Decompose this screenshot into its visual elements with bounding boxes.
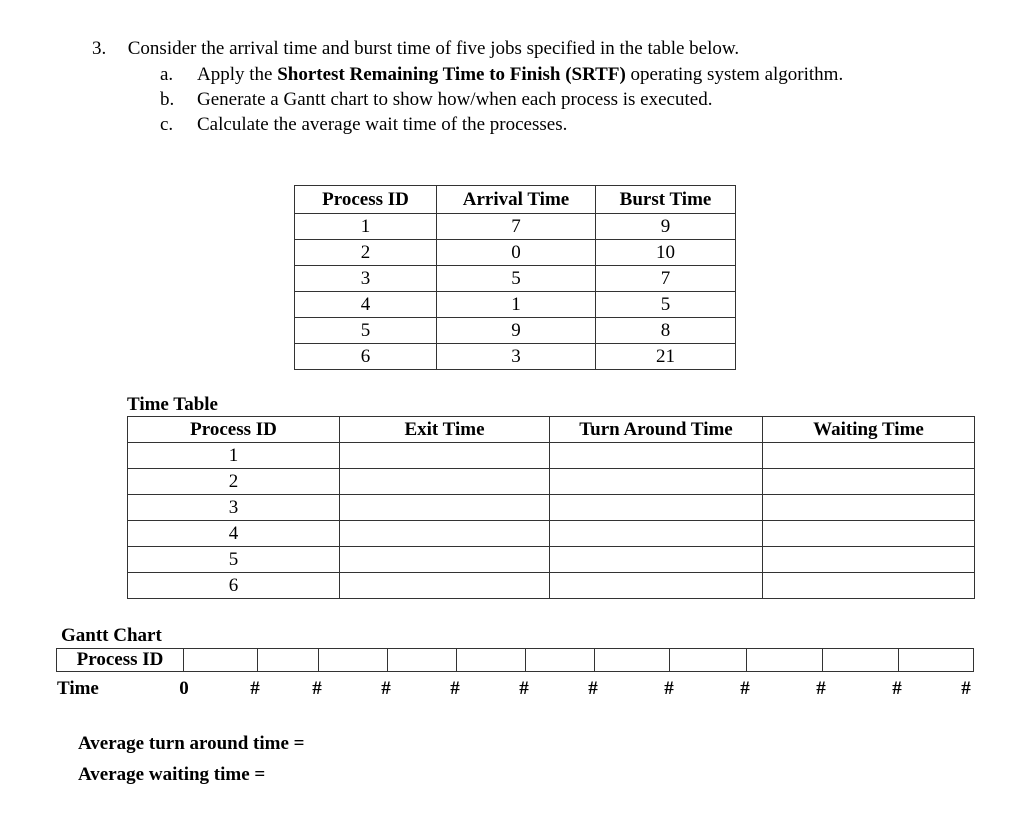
cell-exit-time[interactable]	[340, 521, 550, 547]
average-waiting-time: Average waiting time =	[78, 764, 266, 785]
cell-process-id: 5	[128, 547, 340, 573]
cell: 9	[596, 214, 736, 240]
cell: 3	[437, 344, 596, 370]
gantt-tick: #	[450, 678, 460, 699]
average-turnaround-time: Average turn around time =	[78, 733, 305, 754]
gantt-divider	[456, 649, 457, 671]
table-header-row	[128, 417, 975, 443]
gantt-divider	[257, 649, 258, 671]
cell: 3	[295, 266, 437, 292]
header-arrival-time: Arrival Time	[437, 186, 596, 214]
table-row	[295, 344, 736, 370]
cell: 2	[295, 240, 437, 266]
question-part-b	[160, 89, 712, 111]
question-part-c	[160, 114, 567, 136]
question-intro: Consider the arrival time and burst time of five jobs specified in the table below.	[127, 38, 740, 59]
gantt-tick: #	[892, 678, 902, 699]
table-row	[295, 266, 736, 292]
cell-process-id: 6	[128, 573, 340, 599]
process-table	[294, 185, 736, 370]
cell: 6	[295, 344, 437, 370]
cell-exit-time[interactable]	[340, 443, 550, 469]
part-text: Apply the	[197, 64, 278, 85]
cell-process-id: 1	[128, 443, 340, 469]
gantt-tick: #	[250, 678, 260, 699]
cell: 5	[437, 266, 596, 292]
table-row	[295, 214, 736, 240]
cell: 21	[596, 344, 736, 370]
gantt-divider	[525, 649, 526, 671]
table-header-row	[295, 186, 736, 214]
question-part-a	[160, 64, 843, 86]
table-row	[128, 469, 975, 495]
cell-turn-around-time[interactable]	[550, 469, 763, 495]
cell-waiting-time[interactable]	[763, 521, 975, 547]
gantt-tick: 0	[179, 678, 189, 699]
gantt-tick: #	[816, 678, 826, 699]
part-text-end: operating system algorithm.	[625, 64, 844, 85]
cell: 8	[596, 318, 736, 344]
cell-exit-time[interactable]	[340, 573, 550, 599]
cell-exit-time[interactable]	[340, 547, 550, 573]
cell-turn-around-time[interactable]	[550, 495, 763, 521]
part-bold-text: Shortest Remaining Time to Finish (SRTF)	[277, 64, 626, 85]
cell: 4	[295, 292, 437, 318]
gantt-tick: #	[961, 678, 971, 699]
gantt-divider	[318, 649, 319, 671]
gantt-process-row	[56, 648, 974, 672]
time-table-title: Time Table	[127, 394, 218, 415]
cell: 9	[437, 318, 596, 344]
gantt-tick: #	[381, 678, 391, 699]
cell-process-id: 3	[128, 495, 340, 521]
table-row	[295, 240, 736, 266]
gantt-chart-title: Gantt Chart	[61, 625, 162, 646]
part-letter: b.	[160, 89, 175, 110]
header-exit-time: Exit Time	[340, 417, 550, 443]
cell-turn-around-time[interactable]	[550, 521, 763, 547]
cell-turn-around-time[interactable]	[550, 547, 763, 573]
gantt-divider	[822, 649, 823, 671]
part-text: Calculate the average wait time of the processes.	[197, 114, 568, 135]
question-intro-line	[92, 38, 739, 60]
gantt-tick: #	[740, 678, 750, 699]
header-process-id: Process ID	[128, 417, 340, 443]
question-number: 3.	[92, 38, 107, 59]
cell-waiting-time[interactable]	[763, 547, 975, 573]
cell-waiting-time[interactable]	[763, 573, 975, 599]
cell-waiting-time[interactable]	[763, 443, 975, 469]
table-row	[128, 521, 975, 547]
cell: 10	[596, 240, 736, 266]
header-burst-time: Burst Time	[596, 186, 736, 214]
gantt-row-label: Process ID	[57, 649, 184, 671]
cell-waiting-time[interactable]	[763, 495, 975, 521]
gantt-tick: #	[519, 678, 529, 699]
gantt-time-label: Time	[57, 678, 99, 699]
table-row	[128, 547, 975, 573]
cell-process-id: 4	[128, 521, 340, 547]
cell-turn-around-time[interactable]	[550, 443, 763, 469]
cell-exit-time[interactable]	[340, 469, 550, 495]
table-row	[128, 495, 975, 521]
cell: 5	[596, 292, 736, 318]
gantt-tick: #	[588, 678, 598, 699]
header-turn-around-time: Turn Around Time	[550, 417, 763, 443]
time-table	[127, 416, 975, 599]
gantt-tick: #	[664, 678, 674, 699]
table-row	[128, 443, 975, 469]
table-row	[295, 318, 736, 344]
table-row	[295, 292, 736, 318]
header-process-id: Process ID	[295, 186, 437, 214]
gantt-divider	[898, 649, 899, 671]
gantt-tick: #	[312, 678, 322, 699]
table-row	[128, 573, 975, 599]
part-letter: a.	[160, 64, 174, 85]
cell: 1	[437, 292, 596, 318]
cell-waiting-time[interactable]	[763, 469, 975, 495]
cell: 7	[437, 214, 596, 240]
cell-exit-time[interactable]	[340, 495, 550, 521]
part-text: Generate a Gantt chart to show how/when each process is executed.	[197, 89, 713, 110]
cell-process-id: 2	[128, 469, 340, 495]
cell-turn-around-time[interactable]	[550, 573, 763, 599]
cell: 7	[596, 266, 736, 292]
gantt-divider	[594, 649, 595, 671]
header-waiting-time: Waiting Time	[763, 417, 975, 443]
gantt-divider	[746, 649, 747, 671]
cell: 5	[295, 318, 437, 344]
part-letter: c.	[160, 114, 174, 135]
gantt-divider	[387, 649, 388, 671]
gantt-divider	[669, 649, 670, 671]
cell: 0	[437, 240, 596, 266]
cell: 1	[295, 214, 437, 240]
